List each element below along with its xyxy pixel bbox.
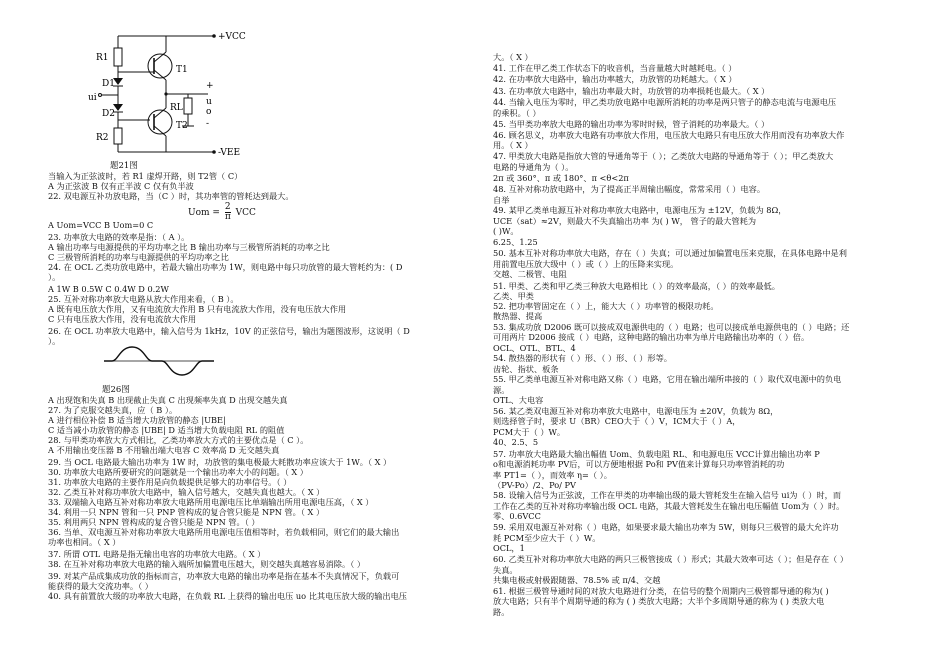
question-text-line: 56. 某乙类双电源互补对称功率放大电路中，电源电压为 ±20V，负载为 8Ω， (493, 406, 779, 416)
formula-den: π (224, 212, 231, 222)
formula-lhs: Uom = (188, 208, 220, 218)
question-text-line: 29. 当 OCL 电路最大输出功率为 1W 时，功放管的集电极最大耗散功率应该大于 1W。（ X ） (48, 457, 392, 467)
label-minus: - (206, 119, 210, 129)
question-text-line: A 进行相位补偿 B 适当增大功放管的静态 |UBE| (48, 415, 226, 425)
question-text-line: 放大电路；只有半个周期导通的称为 ( ) 类放大电路；大半个多周期导通的称为 ( ) 类放大电 (493, 596, 825, 606)
question-text-line: 用前置电压放大级中（ ）或（ ）上的压降来实现。 (493, 259, 679, 269)
question-text-line: 54. 散热器的形状有（ ）形、（ ）形、（ ）形等。 (493, 353, 672, 363)
waveform-fig26 (104, 344, 214, 378)
question-text-line: 则选择管子时，要求 U（BR）CEO大于（ ）V，ICM大于（ ）A， (493, 416, 741, 426)
question-text-line: 大。（ X ） (493, 52, 533, 62)
question-text-line: 28. 与甲类功率放大方式相比，乙类功率放大方式的主要优点是（ C ）。 (48, 435, 309, 445)
question-text-line: 31. 功率放大电路的主要作用是向负载提供足够大的功率信号。（ ） (48, 477, 292, 487)
formula-rhs: VCC (235, 208, 256, 218)
question-text-line: C 只有电压放大作用，没有电流放大作用 (48, 314, 197, 324)
question-text-line: 43. 在功率放大电路中，输出功率最大时，功放管的功率损耗也最大。（ X ） (493, 86, 770, 96)
question-text-line: UCE（sat）≈2V，则最大不失真输出功率 为( ) W， 管子的最大管耗为 (493, 216, 757, 226)
question-text-line: 42. 在功率放大电路中，输出功率越大，功放管的功耗越大。（ X ） (493, 74, 737, 84)
question-text-line: 电路的导通角为（ ）。 (493, 162, 574, 172)
question-text-line: 能获得的最大交流功率。（ ） (48, 581, 153, 591)
question-text-line: 2π 或 360°、π 或 180°、π <θ<2π (493, 173, 629, 183)
question-text-line: 23. 功率放大电路的效率是指：（ A ）。 (48, 232, 190, 242)
question-text-line: 49. 某甲乙类单电源互补对称功率放大电路中，电源电压为 ±12V，负载为 8Ω， (493, 205, 787, 215)
label-d2: D2 (102, 109, 115, 119)
label-u: u (206, 97, 212, 107)
label-ui: ui (88, 93, 97, 103)
question-text-line: 当输入为正弦波时，若 R1 虚焊开路，则 T2管（ C） (48, 171, 243, 181)
question-text-line: OCL、OTL、BTL、4 (493, 343, 576, 353)
question-text-line: 50. 基本互补对称功率放大电路，存在（ ）失真；可以通过加偏置电压来克服，在具体电路中是利 (493, 248, 847, 258)
question-text-line: 57. 功率放大电路最大输出幅值 Uom、负载电阻 RL、和电源电压 VCC计算出输出功率 P (493, 449, 820, 459)
question-text-line: 61. 根据三极管导通时间的对放大电路进行分类，在信号的整个周期内三极管都导通的称为( ) (493, 586, 829, 596)
question-text-line: A 为正弦波 B 仅有正半波 C 仅有负半波 (48, 181, 194, 191)
question-text-line: 源。 (493, 385, 510, 395)
question-text-line: 散热器、提高 (493, 311, 543, 321)
fig26-caption: 题26图 (102, 385, 130, 395)
question-text-line: C 三极管所消耗的功率与电源提供的平均功率之比 (48, 252, 229, 262)
question-text-line: 26. 在 OCL 功率放大电路中，输入信号为 1kHz，10V 的正弦信号，输出为题图波形，这说明（ D (48, 326, 410, 336)
question-text-line: 39. 对某产品成集成功放的指标而言，功率放大电路的输出功率是指在基本不失真情况下，负载可 (48, 571, 400, 581)
question-text-line: 交越、二极管、电阻 (493, 269, 567, 279)
question-text-line: 47. 甲类放大电路是指放大管的导通角等于（ ）；乙类放大电路的导通角等于（ ）；甲乙类放大 (493, 151, 834, 161)
formula-num: 2 (224, 202, 231, 212)
question-text-line: 25. 互补对称功率放大电路从放大作用来看，（ B ）。 (48, 294, 239, 304)
question-text-line: 33. 双端输入电路互补对称功率放大电路所用电源电压比单端输出所用电源电压高，（ X ） (48, 497, 374, 507)
question-text-line: 40. 具有前置放大级的功率放大电路，在负载 RL 上获得的输出电压 uo 比其电压放大级的输出电压 (48, 591, 407, 601)
question-text-line: 27. 为了克服交越失真，应（ B ）。 (48, 405, 178, 415)
label-t2: T2 (176, 121, 188, 131)
question-text-line: 48. 互补对称功放电路中，为了提高正半周输出幅度，常常采用（ ）电容。 (493, 184, 766, 194)
question-text-line: 32. 乙类互补对称功率放大电路中，输入信号越大，交越失真也越大。（ X ） (48, 487, 325, 497)
question-text-line: 52. 把功率管固定在（ ）上，能大大（ ）功率管的极限功耗。 (493, 301, 719, 311)
question-text-line: 59. 采用双电源互补对称（ ）电路，如果要求最大输出功率为 5W，则每只三极管的最大允许功 (493, 522, 839, 532)
fig21-caption: 题21图 (110, 161, 138, 171)
question-text-line: 35. 利用两只 NPN 管构成的复合管只能是 NPN 管。（ ） (48, 517, 260, 527)
question-text-line: 60. 乙类互补对称功率放大电路的两只三极管接成（ ）形式；其最大效率可达（ ）；但是存在（ ） (493, 554, 849, 564)
question-text-line: A 出现饱和失真 B 出现截止失真 C 出现频率失真 D 出现交越失真 (48, 395, 288, 405)
label-t1: T1 (176, 65, 188, 75)
question-text-line: 可用两片 D2006 接成（ ）电路，这种电路的输出功率为单片电路输出功率的（ ）倍。 (493, 332, 810, 342)
question-text-line: PCM大于（ ）W。 (493, 427, 566, 437)
label-d1: D1 (102, 79, 115, 89)
question-text-line: 路。 (493, 607, 510, 617)
question-text-line: OTL、大电容 (493, 395, 544, 405)
question-text-line: 55. 甲乙类单电源互补对称电路又称（ ）电路，它用在输出端所串接的（ ）取代双电源中的负电 (493, 374, 842, 384)
question-text-line: ）。 (48, 272, 61, 282)
question-text-line: 51. 甲类、乙类和甲乙类三种放大电路相比（ ）的效率最高，（ ）的效率最低。 (493, 281, 780, 291)
question-text-line: 功率也相同。（ X ） (48, 537, 121, 547)
question-text-line: A 输出功率与电源提供的平均功率之比 B 输出功率与三极管所消耗的功率之比 (48, 242, 330, 252)
question-text-line: （PV-Po）/2、Po/ PV (493, 480, 576, 490)
question-text-line: o和电源消耗功率 PV后，可以方便地根据 Po和 PV值来计算每只功率管消耗的功 (493, 459, 785, 469)
question-text-line: C 适当减小功放管的静态 |UBE| D 适当增大负载电阻 RL 的阻值 (48, 425, 285, 435)
label-vee: -VEE (218, 148, 241, 158)
circuit-diagram-fig21 (88, 28, 263, 160)
question-text-line: 失真。 (493, 565, 518, 575)
question-text-line: 自举 (493, 195, 510, 205)
question-text-line: 6.25、1.25 (493, 237, 538, 247)
question-text-line: 的乘积。（ ） (493, 108, 541, 118)
question-text-line: A Uom=VCC B Uom=0 C (48, 220, 154, 230)
question-text-line: 44. 当输入电压为零时，甲乙类功放电路中电源所消耗的功率是两只管子的静态电流与电源电压 (493, 97, 837, 107)
question-text-line: 45. 当甲类功率放大电路的输出功率为零时时候，管子消耗的功率最大。（ ） (493, 119, 770, 129)
question-text-line: 耗 PCM至少应大于（ ）W。 (493, 533, 601, 543)
label-vcc: +VCC (218, 32, 246, 42)
question-text-line: 36. 当单、双电源互补对称功率放大电路所用电源电压值相等时，若负载相同，则它们的最大输出 (48, 527, 400, 537)
question-text-line: 率 PT1=（ ），而效率 η=（ ）。 (493, 470, 612, 480)
label-r1: R1 (96, 53, 109, 63)
question-text-line: A 不用输出变压器 B 不用输出端大电容 C 效率高 D 无交越失真 (48, 445, 280, 455)
question-text-line: 零、0.6VCC (493, 511, 541, 521)
label-rl: RL (170, 103, 183, 113)
question-text-line: 共集电极或射极跟随器、78.5% 或 π/4、交越 (493, 575, 661, 585)
question-text-line: 34. 利用一只 NPN 管和一只 PNP 管构成的复合管只能是 NPN 管。（ X ） (48, 507, 325, 517)
question-text-line: A 1W B 0.5W C 0.4W D 0.2W (48, 284, 169, 294)
question-text-line: ）。 (48, 336, 61, 346)
question-text-line: A 既有电压放大作用，又有电流放大作用 B 只有电流放大作用，没有电压放大作用 (48, 304, 347, 314)
question-text-line: 40、2.5、5 (493, 437, 539, 447)
question-text-line: 用。（ X ） (493, 140, 533, 150)
question-text-line: 46. 顾名思义，功率放大电路有功率放大作用，电压放大电路只有电压放大作用而没有功率放大作 (493, 130, 845, 140)
question-text-line: 41. 工作在甲乙类工作状态下的收音机，当音量越大时越耗电。（ ） (493, 63, 737, 73)
question-text-line: OCL，1 (493, 543, 525, 553)
question-text-line: 22. 双电源互补功放电路，当（C ）时，其功率管的管耗达到最大。 (48, 191, 294, 201)
label-r2: R2 (96, 133, 109, 143)
question-text-line: ( )W。 (493, 226, 519, 236)
question-text-line: 齿轮、指状、板条 (493, 364, 559, 374)
question-text-line: 53. 集成功放 D2006 既可以接成双电源供电的（ ）电路；也可以接成单电源供电的（ ）电路；还 (493, 322, 850, 332)
question-text-line: 工作在乙类的互补对称功率输出级 OCL 电路，其最大管耗发生在输出电压幅值 Uom为（ ）时。 (493, 501, 845, 511)
label-plus: + (206, 81, 214, 91)
question-text-line: 乙类、甲类 (493, 291, 534, 301)
question-text-line: 24. 在 OCL 乙类功放电路中，若最大输出功率为 1W，则电路中每只功放管的最大管耗约为：( D (48, 262, 403, 272)
label-o: o (206, 107, 212, 117)
question-text-line: 58. 设输入信号为正弦波，工作在甲类的功率输出级的最大管耗发生在输入信号 ui为（ ）时，而 (493, 490, 842, 500)
question-text-line: 37. 所谓 OTL 电路是指无输出电容的功率放大电路。（ X ） (48, 549, 266, 559)
question-text-line: 30. 功率放大电路所要研究的问题就是一个输出功率大小的问题。（ X ） (48, 467, 308, 477)
question-text-line: 38. 在互补对称功率放大电路的输入端所加偏置电压越大，则交越失真越容易消除。（ ） (48, 559, 366, 569)
